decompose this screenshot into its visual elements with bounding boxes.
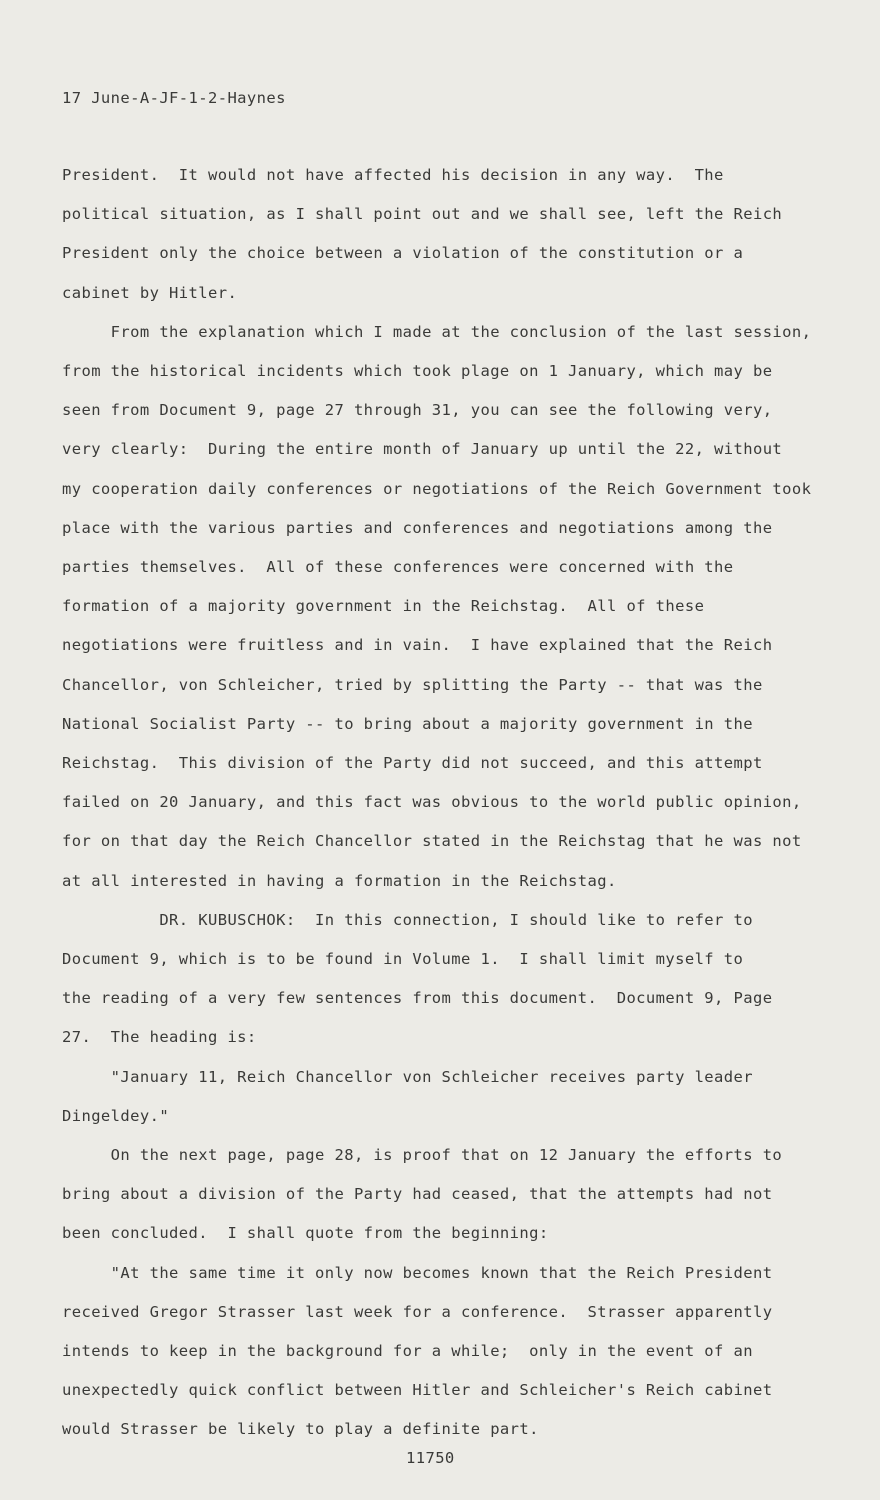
text-line: the reading of a very few sentences from this document. Document 9, Page xyxy=(62,989,773,1008)
text-line: Document 9, which is to be found in Volume 1. I shall limit myself to xyxy=(62,950,744,968)
page-number: 11750 xyxy=(406,1449,455,1467)
text-line: formation of a majority government in the Reichstag. All of these xyxy=(62,597,705,616)
text-line: political situation, as I shall point out and we shall see, left the Reich xyxy=(62,205,783,224)
text-line: Chancellor, von Schleicher, tried by splitting the Party -- that was the xyxy=(62,675,763,694)
text-line: "January 11, Reich Chancellor von Schleicher receives party leader xyxy=(62,1067,753,1086)
text-line: 27. The heading is: xyxy=(62,1028,257,1047)
text-line: DR. KUBUSCHOK: In this connection, I should like to refer to xyxy=(62,910,753,929)
text-line: received Gregor Strasser last week for a conference. Strasser apparently xyxy=(62,1302,773,1321)
text-line: my cooperation daily conferences or negotiations of the Reich Government took xyxy=(62,479,812,498)
text-line: cabinet by Hitler. xyxy=(62,283,238,302)
text-line: Dingeldey." xyxy=(62,1106,170,1125)
text-line: would Strasser be likely to play a definite part. xyxy=(62,1420,539,1439)
text-line: place with the various parties and conferences and negotiations among the xyxy=(62,518,773,537)
text-line: for on that day the Reich Chancellor stated in the Reichstag that he was not xyxy=(62,832,802,851)
text-line: failed on 20 January, and this fact was obvious to the world public opinion, xyxy=(62,793,802,812)
text-line: very clearly: During the entire month of January up until the 22, without xyxy=(62,440,783,459)
text-line: National Socialist Party -- to bring about a majority government in the xyxy=(62,714,753,733)
page-header: 17 June-A-JF-1-2-Haynes xyxy=(62,89,286,107)
text-line: bring about a division of the Party had ceased, that the attempts had not xyxy=(62,1185,773,1204)
text-line: unexpectedly quick conflict between Hitler and Schleicher's Reich cabinet xyxy=(62,1381,773,1400)
text-line: intends to keep in the background for a while; only in the event of an xyxy=(62,1342,753,1360)
text-line: at all interested in having a formation in the Reichstag. xyxy=(62,871,617,890)
text-line: President only the choice between a violation of the constitution or a xyxy=(62,244,744,263)
text-line: from the historical incidents which took plage on 1 January, which may be xyxy=(62,362,773,380)
text-line: Reichstag. This division of the Party did not succeed, and this attempt xyxy=(62,754,763,772)
text-line: On the next page, page 28, is proof that on 12 January the efforts to xyxy=(62,1146,783,1164)
text-line: From the explanation which I made at the conclusion of the last session, xyxy=(62,322,812,341)
text-line: President. It would not have affected his decision in any way. The xyxy=(62,166,724,184)
text-line: been concluded. I shall quote from the beginning: xyxy=(62,1224,549,1243)
text-line: negotiations were fruitless and in vain. I have explained that the Reich xyxy=(62,636,773,655)
text-line: seen from Document 9, page 27 through 31, you can see the following very, xyxy=(62,401,773,420)
text-line: parties themselves. All of these conferences were concerned with the xyxy=(62,558,734,576)
text-line: "At the same time it only now becomes known that the Reich President xyxy=(62,1263,773,1282)
